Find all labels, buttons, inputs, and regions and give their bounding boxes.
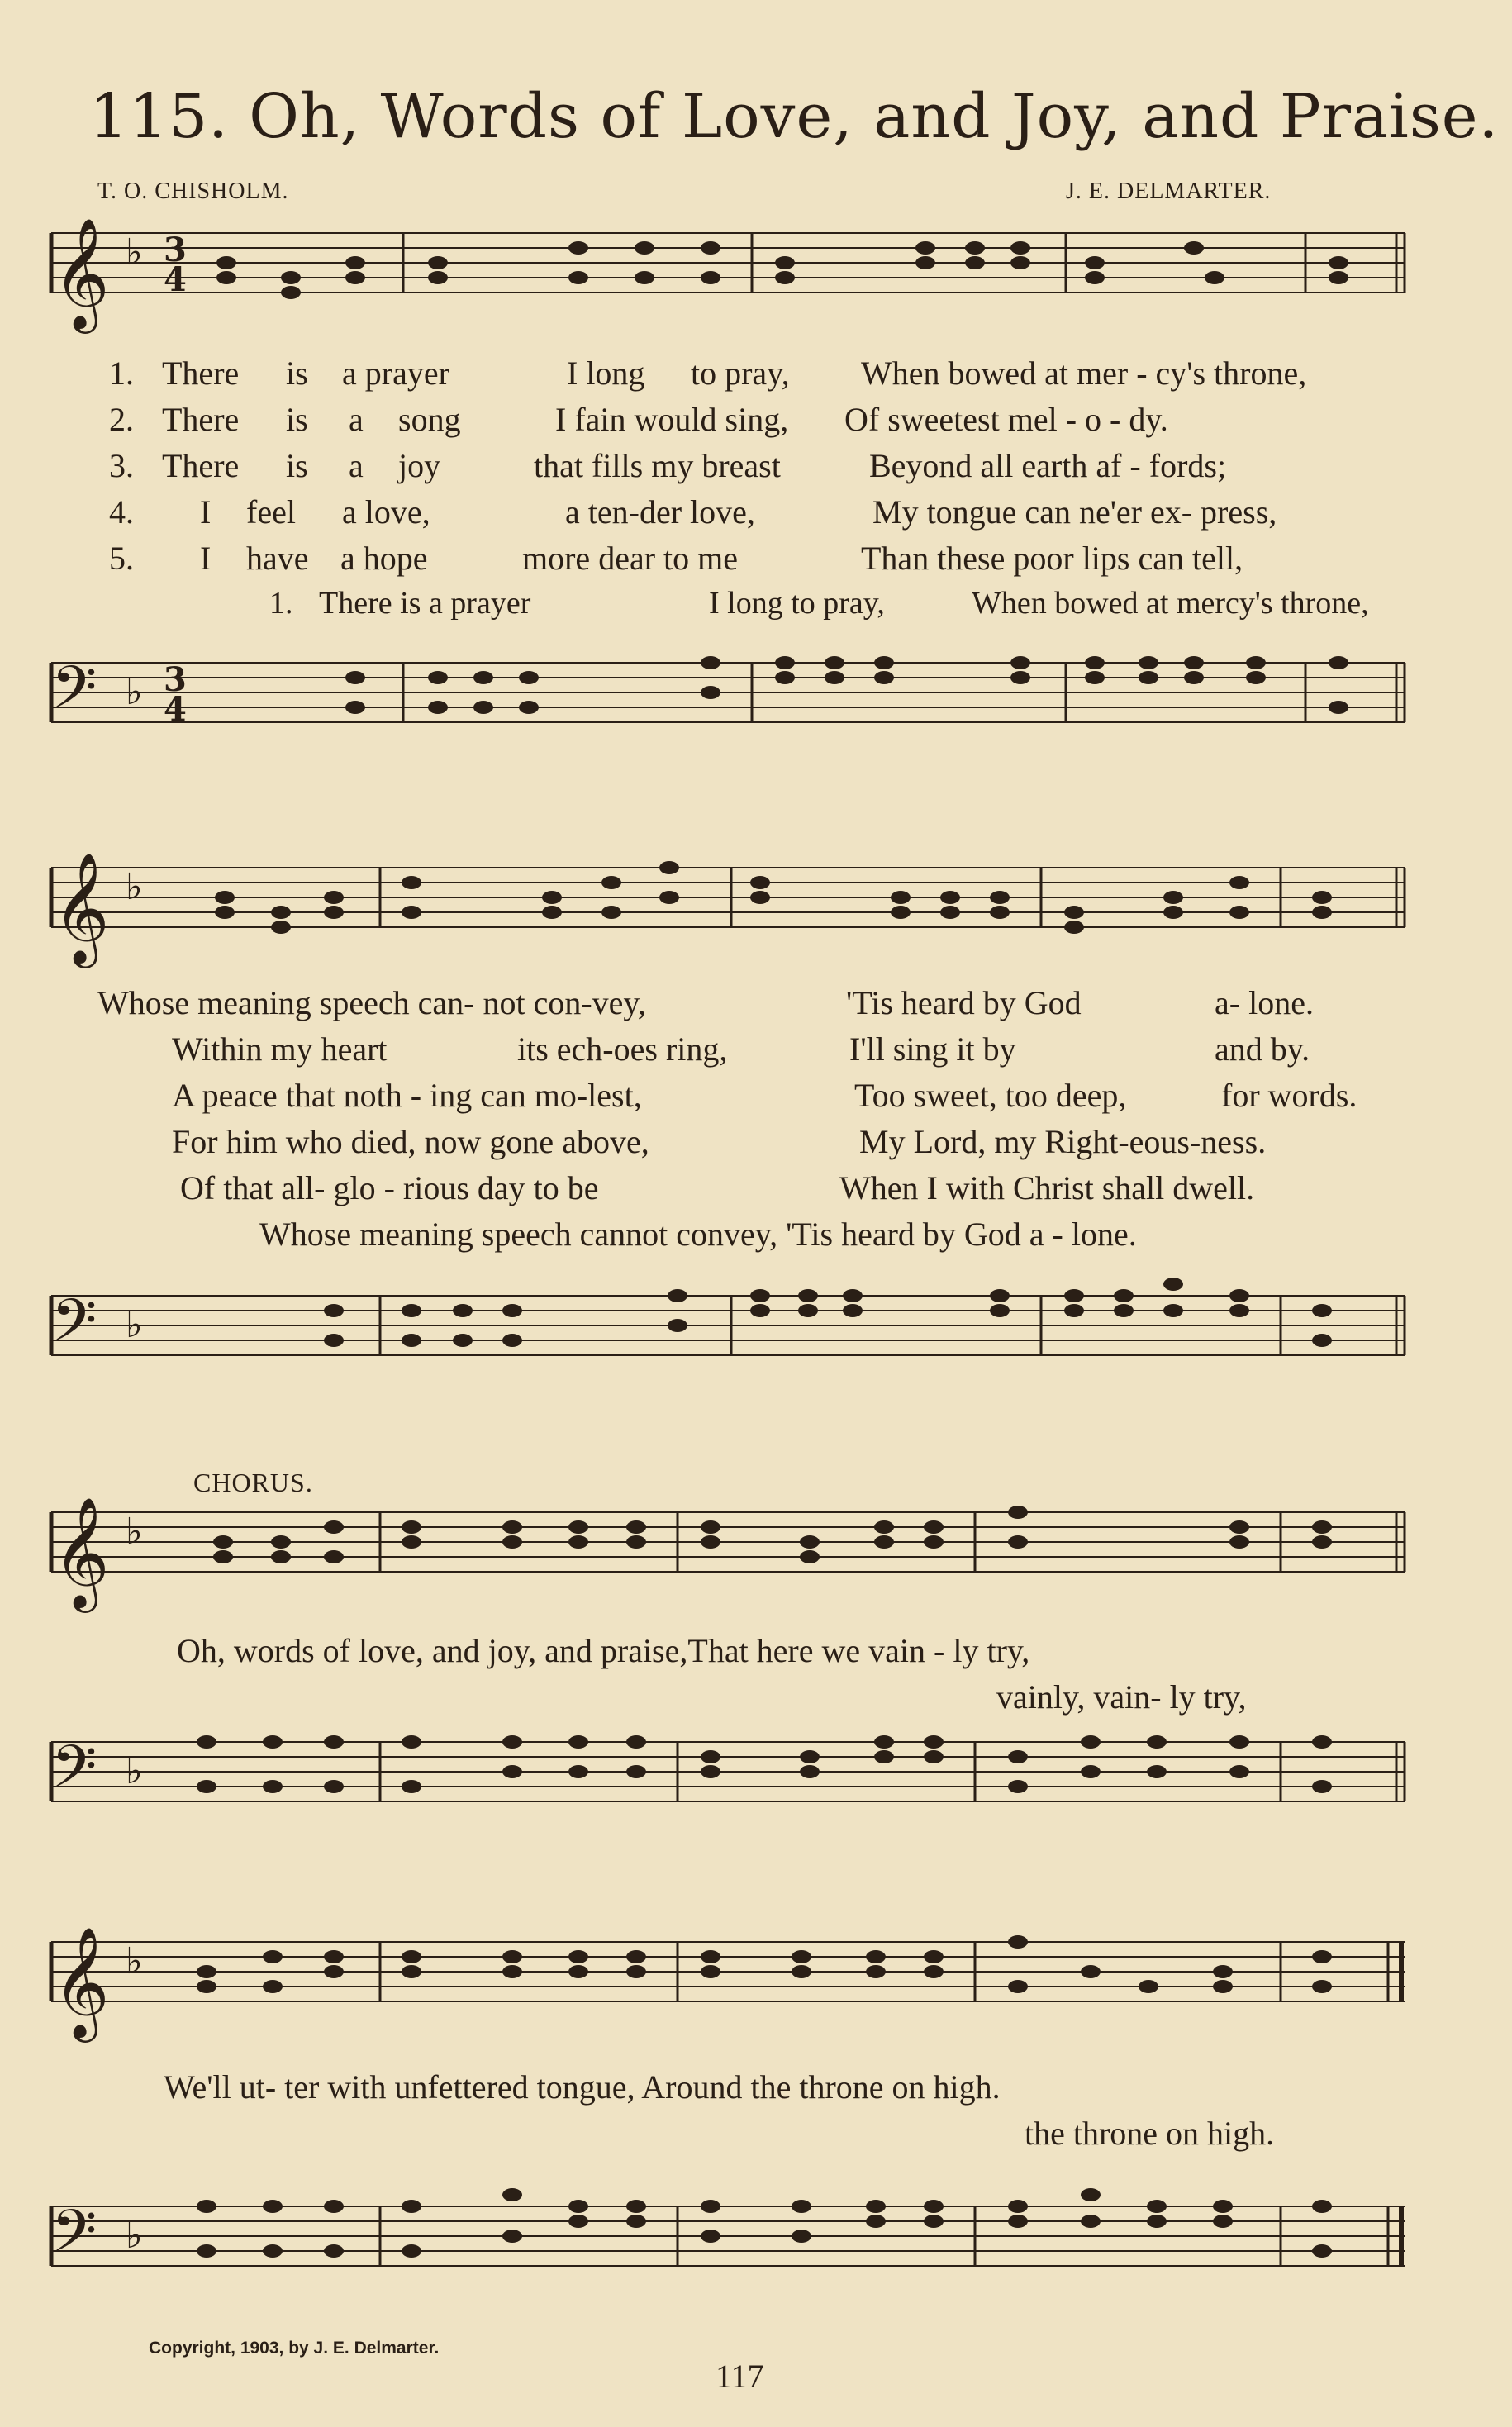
time-sig-top: 3 [164, 231, 187, 269]
chorus-line-1: Oh, words of love, and joy, and praise,That here we vain - ly try, [177, 1632, 1030, 1669]
system1-bass-staff [0, 654, 1512, 770]
svg-text:♭: ♭ [126, 1940, 143, 1982]
svg-text:♭: ♭ [126, 1750, 143, 1792]
svg-text:♭: ♭ [126, 1511, 143, 1553]
chorus-bass-staff-1 [0, 1734, 1512, 1849]
time-sig-bottom: 4 [164, 260, 187, 299]
chorus-bass-staff-2 [0, 2198, 1512, 2314]
svg-text:4: 4 [164, 690, 187, 729]
svg-text:𝄞: 𝄞 [53, 1497, 110, 1608]
svg-text:3: 3 [164, 660, 187, 699]
treble-clef-icon: 𝄞 [53, 217, 110, 329]
svg-text:♭: ♭ [126, 1304, 143, 1346]
page-number: 117 [716, 2358, 764, 2395]
staff-lines [51, 233, 1405, 293]
svg-text:♭: ♭ [126, 2215, 143, 2257]
hymn-number: 115. [89, 81, 229, 152]
system2-treble-staff [0, 852, 1512, 975]
svg-text:𝄢: 𝄢 [51, 1733, 97, 1815]
hymn-title: Oh, Words of Love, and Joy, and Praise. [249, 81, 1500, 152]
chorus-treble-staff-1 [0, 1497, 1512, 1620]
hymn-heading [89, 81, 1499, 152]
chorus-line-1-echo: vainly, vain- ly try, [996, 1678, 1247, 1716]
system1-treble-staff [0, 217, 1512, 340]
svg-text:𝄢: 𝄢 [51, 2197, 97, 2280]
svg-text:♭: ♭ [126, 866, 143, 908]
treble-notes [216, 241, 1348, 299]
svg-text:𝄢: 𝄢 [51, 1287, 97, 1369]
chorus-line-2-echo: the throne on high. [1025, 2115, 1275, 2152]
chorus-treble-staff-2 [0, 1926, 1512, 2049]
flat-icon: ♭ [126, 231, 143, 274]
svg-text:𝄞: 𝄞 [53, 1926, 110, 2038]
hymn-page: 115. Oh, Words of Love, and Joy, and Praise. T. O. CHISHOLM. J. E. DELMARTER. 𝄞 ♭ 3 4 1. There is a prayer I long to pray, When bowed at mer - cy's throne, 2. There is a song I fain would sing, Of sweetest mel - o - dy. 3. There is a joy that fills my breast Beyond all earth af - fords; 4. I feel a love, a ten-der love, My tongue can ne'er ex- press, 5. I have a hope more dear to me Than these poor lips can tell, 1. There is a prayer I long to pray, When bowed at mercy's throne, 𝄢 ♭ 3 4 𝄞 ♭ Whose meaning speech can- not con-vey, 'Tis heard by God a- lone. Within my heart its ech-oes ring, I'll sing it by and by. A peace that noth - ing can mo-lest, Too sweet, too deep, for words. For him who died, now gone above, My Lord, my Right-eous-ness. Of that all- glo - rious day to be When I with Christ shall dwell. Whose meaning speech cannot convey, 'Tis heard by God a - lone. 𝄢 ♭ CHORUS. 𝄞 ♭ Oh, words of love, and joy, and praise,That here we vain - ly try, vainly, vain- ly try, 𝄢 ♭ 𝄞 ♭ We'll ut- ter with unfettered tongue, Around the throne on high. the throne on high. 𝄢 ♭ Copyright, 1903, by J. E. Delmarter. 117 [0, 0, 1512, 2427]
copyright-notice: Copyright, 1903, by J. E. Delmarter. [149, 2339, 440, 2358]
system2-bass-staff [0, 1287, 1512, 1403]
svg-text:𝄞: 𝄞 [53, 852, 110, 964]
composer-credit: J. E. DELMARTER. [1066, 178, 1272, 204]
bass-clef-icon: 𝄢 [51, 654, 97, 736]
bass-lyric-line-b: Whose meaning speech cannot convey, 'Tis heard by God a - lone. [259, 1216, 1137, 1253]
chorus-label: CHORUS. [193, 1468, 313, 1497]
lyricist-credit: T. O. CHISHOLM. [97, 178, 289, 204]
flat-icon: ♭ [126, 671, 143, 713]
chorus-line-2: We'll ut- ter with unfettered tongue, Around the throne on high. [164, 2068, 1001, 2106]
